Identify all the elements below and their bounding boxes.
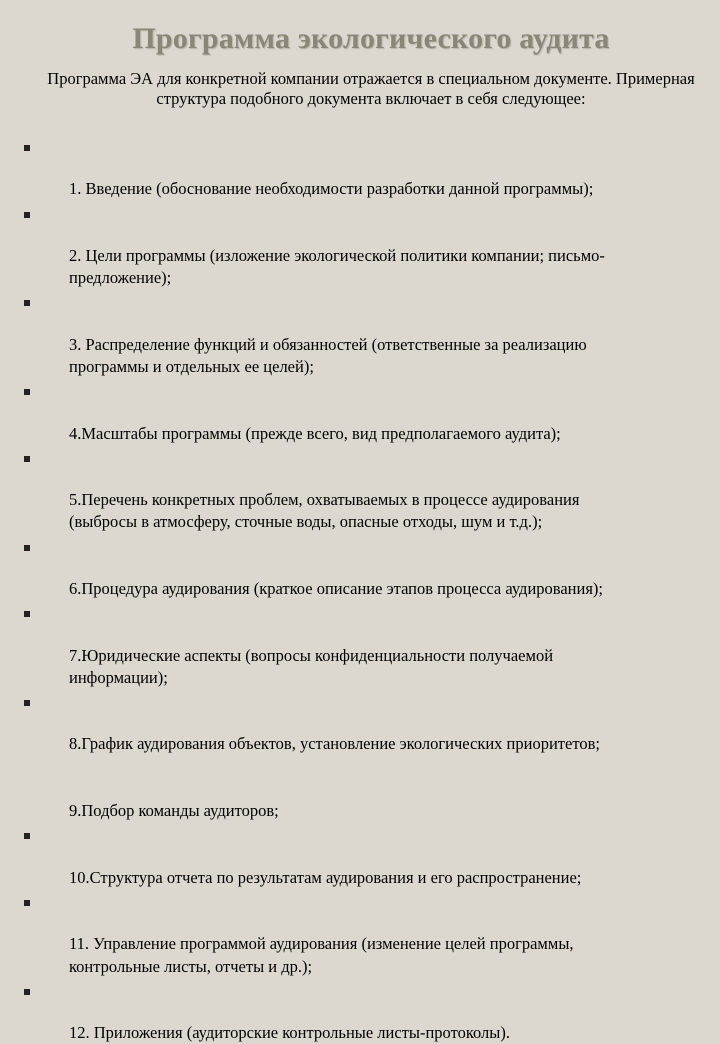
list-item-12 bbox=[0, 978, 720, 1044]
list-item-text: 11. Управление программой аудирования (изменение целей программы, контрольные листы, отчеты и др.); bbox=[69, 934, 574, 976]
square-bullet-icon bbox=[24, 700, 30, 706]
list-item-10 bbox=[0, 822, 720, 889]
square-bullet-icon bbox=[24, 300, 30, 306]
square-bullet-icon bbox=[24, 212, 30, 218]
slide-title: Программа экологического аудита bbox=[132, 22, 610, 55]
list-item-4 bbox=[0, 378, 720, 445]
square-bullet-icon bbox=[24, 389, 30, 395]
square-bullet-icon bbox=[24, 833, 30, 839]
list-item-text: 3. Распределение функций и обязанностей (ответственные за реализацию программы и отдельных ее целей); bbox=[69, 334, 587, 377]
square-bullet-icon bbox=[24, 456, 30, 462]
list-item-5 bbox=[0, 445, 720, 534]
list-item-text: 2. Цели программы (изложение экологической политики компании; письмо- предложение); bbox=[69, 246, 605, 288]
square-bullet-icon bbox=[24, 900, 30, 906]
audit-program-list bbox=[0, 134, 720, 1044]
square-bullet-icon bbox=[24, 611, 30, 617]
square-bullet-icon bbox=[24, 545, 30, 551]
list-item-8 bbox=[0, 689, 720, 756]
list-item-9 bbox=[0, 756, 720, 823]
list-item-11 bbox=[0, 889, 720, 978]
list-item-text: 4.Масштабы программы (прежде всего, вид предполагаемого аудита); bbox=[69, 423, 561, 443]
square-bullet-icon bbox=[24, 145, 30, 151]
list-item-7 bbox=[0, 600, 720, 689]
list-item-2 bbox=[0, 201, 720, 290]
list-item-text: 10.Структура отчета по результатам аудирования и его распространение; bbox=[69, 867, 582, 887]
list-item-text: 5.Перечень конкретных проблем, охватываемых в процессе аудирования (выбросы в атмосферу, сточные воды, опасные отходы, шум и т.д.); bbox=[69, 490, 580, 532]
square-bullet-icon bbox=[24, 989, 30, 995]
list-item-text: 12. Приложения (аудиторские контрольные листы-протоколы). bbox=[69, 1023, 510, 1043]
list-item-1 bbox=[0, 134, 720, 201]
list-item-text: 7.Юридические аспекты (вопросы конфиденциальности получаемой информации); bbox=[69, 645, 554, 687]
list-item-6 bbox=[0, 534, 720, 601]
list-item-3 bbox=[0, 289, 720, 378]
list-item-text: 8.График аудирования объектов, установление экологических приоритетов; bbox=[69, 734, 600, 754]
list-item-text: 9.Подбор команды аудиторов; bbox=[69, 801, 279, 821]
list-item-text: 6.Процедура аудирования (краткое описание этапов процесса аудирования); bbox=[69, 579, 604, 599]
intro-text: Программа ЭА для конкретной компании отражается в специальном документе. Примерная структура подобного документа включает в себя следующее: bbox=[47, 69, 695, 108]
list-item-text: 1. Введение (обоснование необходимости разработки данной программы); bbox=[69, 179, 594, 199]
